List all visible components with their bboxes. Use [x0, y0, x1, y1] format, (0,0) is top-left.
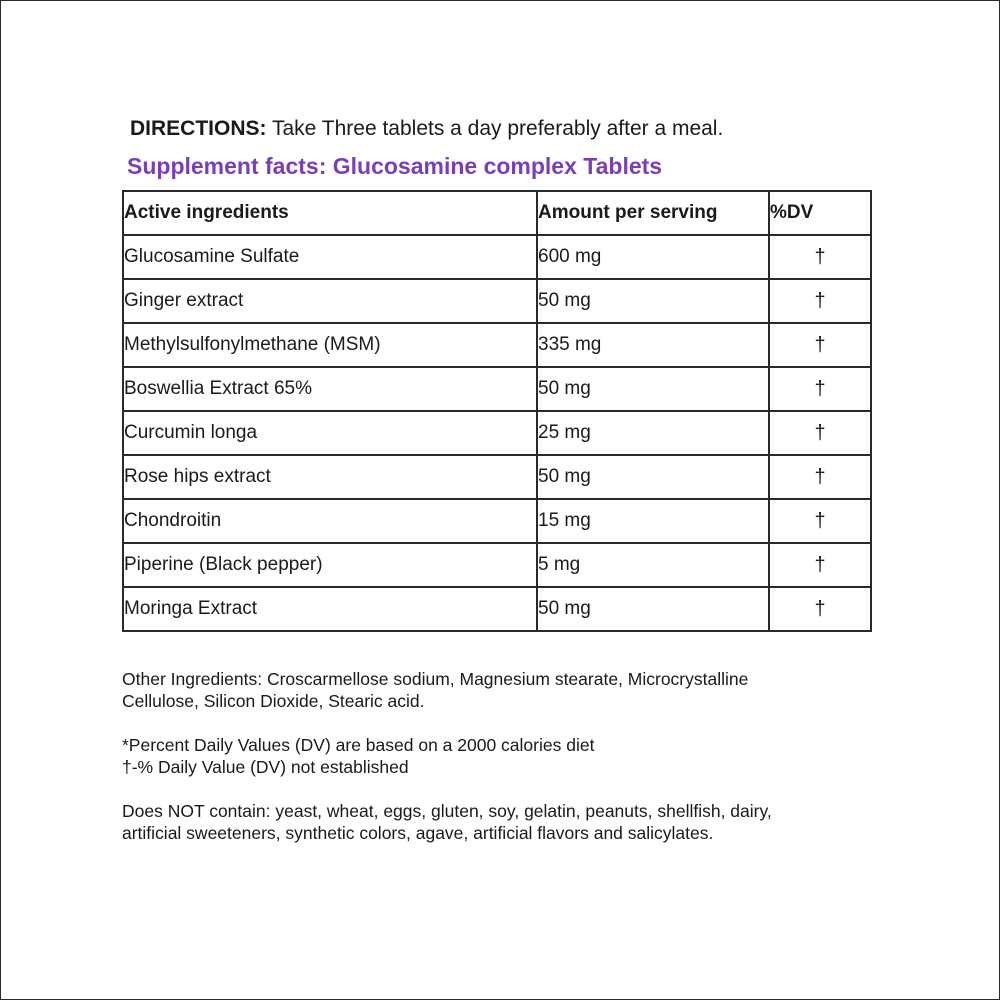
- ingredient-name: Rose hips extract: [123, 455, 537, 499]
- table-header-row: [123, 191, 871, 235]
- ingredient-amount: 335 mg: [537, 323, 769, 367]
- ingredient-amount: 25 mg: [537, 411, 769, 455]
- table-row: [123, 499, 871, 543]
- other-ingredients-line: Cellulose, Silicon Dioxide, Stearic acid.: [122, 691, 425, 711]
- directions-line: [130, 117, 723, 141]
- ingredient-name: Curcumin longa: [123, 411, 537, 455]
- ingredient-dv: †: [769, 279, 871, 323]
- table-row: [123, 543, 871, 587]
- ingredient-dv: †: [769, 455, 871, 499]
- table-row: [123, 411, 871, 455]
- ingredient-amount: 50 mg: [537, 367, 769, 411]
- ingredient-amount: 5 mg: [537, 543, 769, 587]
- ingredient-dv: †: [769, 499, 871, 543]
- ingredient-name: Methylsulfonylmethane (MSM): [123, 323, 537, 367]
- header-active-ingredients: Active ingredients: [123, 191, 537, 235]
- does-not-contain: [122, 800, 862, 844]
- daily-value-basis-note: *Percent Daily Values (DV) are based on a 2000 calories diet: [122, 735, 595, 755]
- ingredient-dv: †: [769, 543, 871, 587]
- supplement-facts-title: Supplement facts: Glucosamine complex Tablets: [127, 153, 663, 179]
- table-row: [123, 455, 871, 499]
- ingredient-amount: 50 mg: [537, 279, 769, 323]
- ingredient-amount: 600 mg: [537, 235, 769, 279]
- table-row: [123, 323, 871, 367]
- directions-label: DIRECTIONS:: [130, 117, 267, 140]
- ingredient-amount: 15 mg: [537, 499, 769, 543]
- ingredient-dv: †: [769, 411, 871, 455]
- ingredient-dv: †: [769, 323, 871, 367]
- daily-value-notes: [122, 734, 862, 778]
- table-row: [123, 587, 871, 631]
- table-row: [123, 367, 871, 411]
- daily-value-not-established-note: †-% Daily Value (DV) not established: [122, 757, 409, 777]
- does-not-contain-line: artificial sweeteners, synthetic colors, agave, artificial flavors and salicylates.: [122, 823, 714, 843]
- other-ingredients: [122, 668, 862, 712]
- table-row: [123, 235, 871, 279]
- ingredient-name: Piperine (Black pepper): [123, 543, 537, 587]
- table-row: [123, 279, 871, 323]
- header-dv: %DV: [769, 191, 871, 235]
- header-amount-per-serving: Amount per serving: [537, 191, 769, 235]
- ingredient-amount: 50 mg: [537, 587, 769, 631]
- other-ingredients-line: Other Ingredients: Croscarmellose sodium, Magnesium stearate, Microcrystalline: [122, 669, 749, 689]
- ingredient-name: Ginger extract: [123, 279, 537, 323]
- does-not-contain-line: Does NOT contain: yeast, wheat, eggs, gluten, soy, gelatin, peanuts, shellfish, dairy,: [122, 801, 772, 821]
- supplement-facts-table: [122, 190, 872, 632]
- ingredient-amount: 50 mg: [537, 455, 769, 499]
- ingredient-dv: †: [769, 367, 871, 411]
- directions-text: Take Three tablets a day preferably after a meal.: [266, 117, 724, 140]
- ingredient-name: Moringa Extract: [123, 587, 537, 631]
- ingredient-dv: †: [769, 235, 871, 279]
- ingredient-name: Chondroitin: [123, 499, 537, 543]
- ingredient-name: Boswellia Extract 65%: [123, 367, 537, 411]
- ingredient-dv: †: [769, 587, 871, 631]
- ingredient-name: Glucosamine Sulfate: [123, 235, 537, 279]
